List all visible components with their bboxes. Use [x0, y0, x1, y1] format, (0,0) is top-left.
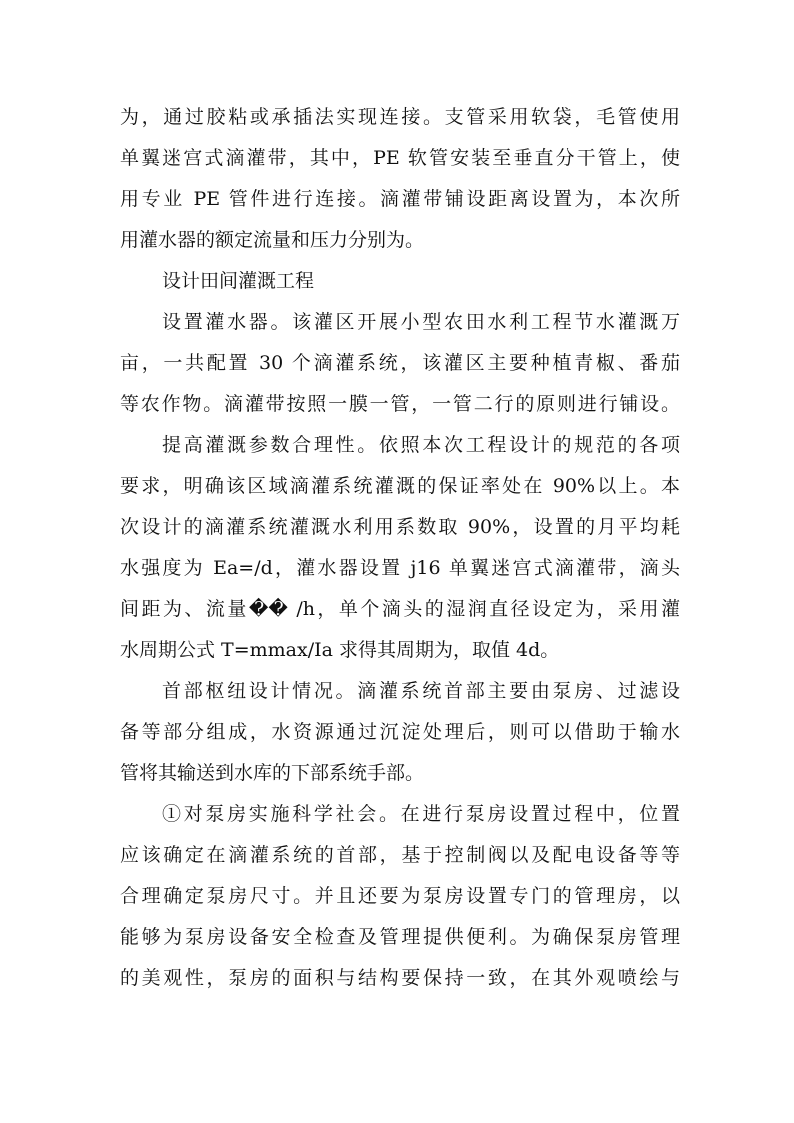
text-line-2: 单翼迷宫式滴灌带，其中，PE 软管安装至垂直分干管上，使	[120, 147, 680, 169]
paragraph-2-line-5: 间距为、流量�� /h，单个滴头的湿润直径设定为，采用灌	[120, 598, 680, 620]
paragraph-1-line-1: 设置灌水器。该灌区开展小型农田水利工程节水灌溉万	[162, 311, 680, 333]
paragraph-3-line-3: 管将其输送到水库的下部系统手部。	[120, 762, 425, 784]
paragraph-2-line-1: 提高灌溉参数合理性。依照本次工程设计的规范的各项	[162, 434, 680, 456]
paragraph-2-line-2: 要求，明确该区域滴灌系统灌溉的保证率处在 90%以上。本	[120, 475, 680, 497]
paragraph-3-line-1: 首部枢纽设计情况。滴灌系统首部主要由泵房、过滤设	[162, 680, 680, 702]
text-line-1: 为，通过胶粘或承插法实现连接。支管采用软袋，毛管使用	[120, 106, 680, 128]
paragraph-4-line-5: 的美观性，泵房的面积与结构要保持一致，在其外观喷绘与	[120, 967, 680, 989]
text-line-4: 用灌水器的额定流量和压力分别为。	[120, 229, 425, 251]
paragraph-4-line-4: 能够为泵房设备安全检查及管理提供便利。为确保泵房管理	[120, 926, 680, 948]
paragraph-1-line-2: 亩，一共配置 30 个滴灌系统，该灌区主要种植青椒、番茄	[120, 352, 680, 374]
paragraph-1-line-3: 等农作物。滴灌带按照一膜一管，一管二行的原则进行铺设。	[120, 393, 680, 415]
paragraph-2-line-4: 水强度为 Ea=/d，灌水器设置 j16 单翼迷宫式滴灌带，滴头	[120, 557, 680, 579]
text-line-3: 用专业 PE 管件进行连接。滴灌带铺设距离设置为，本次所	[120, 188, 680, 210]
paragraph-4-line-2: 应该确定在滴灌系统的首部，基于控制阀以及配电设备等等	[120, 844, 680, 866]
paragraph-4-line-1: ①对泵房实施科学社会。在进行泵房设置过程中，位置	[162, 803, 680, 825]
paragraph-2-line-6: 水周期公式 T=mmax/Ia 求得其周期为，取值 4d。	[120, 639, 560, 661]
section-heading: 设计田间灌溉工程	[162, 270, 315, 292]
paragraph-4-line-3: 合理确定泵房尺寸。并且还要为泵房设置专门的管理房，以	[120, 885, 680, 907]
paragraph-3-line-2: 备等部分组成，水资源通过沉淀处理后，则可以借助于输水	[120, 721, 680, 743]
paragraph-2-line-3: 次设计的滴灌系统灌溉水利用系数取 90%，设置的月平均耗	[120, 516, 680, 538]
